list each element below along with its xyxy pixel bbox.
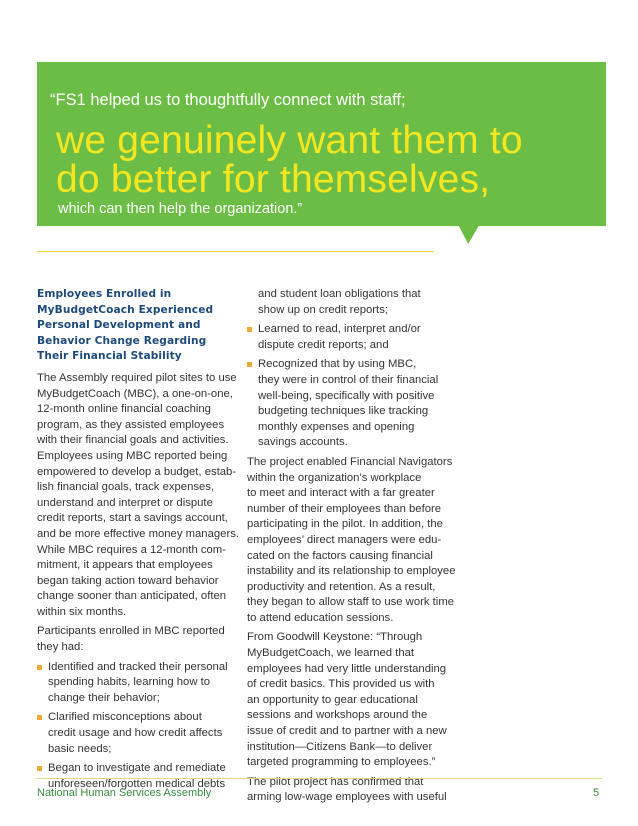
bullet-square-icon: [37, 766, 42, 771]
bullet-square-icon: [37, 665, 42, 670]
bullet-item: Began to investigate and remediate unforeseen/forgotten medical debts: [37, 761, 237, 792]
paragraph-pilot-sites: The Assembly required pilot sites to use MyBudgetCoach (MBC), a one-on-one, 12-month online financial coaching program, as they assisted employees with their financial goals and activities. Employees using MBC reported being empowered to develop a budget, estab- lish financial goals, track expenses, understand and interpret or dispute credit reports, start a savings account, and be more effective money managers. While MBC requires a 12-month com- mitment, it appears that employees began taking action toward behavior change sooner than anticipated, often within six months.: [37, 371, 239, 618]
section-heading: Employees Enrolled in MyBudgetCoach Experienced Personal Development and Behavior Change Regarding Their Financial Stability: [37, 288, 214, 363]
bullet-square-icon: [247, 327, 252, 332]
speech-bubble-tail: [446, 224, 480, 244]
footer-divider: [37, 778, 602, 779]
paragraph-financial-navigators: The project enabled Financial Navigators within the organization’s workplace to meet and interact with a far greater number of their employees than before participating in the pilot. In addition, the employees’ direct managers were edu- cated on the factors causing financial instability and its relationship to employee productivity and retention. As a result, they began to allow staff to use work time to attend education sessions.: [247, 455, 456, 624]
right-column: [247, 287, 456, 810]
section-divider: [37, 251, 434, 252]
bullet-item: Recognized that by using MBC, they were in control of their financial well-being, specifically with positive budgeting techniques like tracking monthly expenses and opening savings accounts.: [247, 357, 447, 451]
bullet-item: Learned to read, interpret and/or dispute credit reports; and: [247, 322, 447, 353]
quote-intro: “FS1 helped us to thoughtfully connect with staff;: [50, 91, 406, 109]
bullet-square-icon: [37, 715, 42, 720]
bullet-item: Identified and tracked their personal spending habits, learning how to change their behavior;: [37, 660, 237, 707]
quote-closing: which can then help the organization.”: [58, 201, 303, 217]
bullet-item: Clarified misconceptions about credit usage and how credit affects basic needs;: [37, 710, 237, 757]
left-column: [37, 287, 237, 796]
paragraph-pilot-confirmed: The pilot project has confirmed that arming low-wage employees with useful: [247, 775, 447, 804]
page-number: 5: [593, 787, 600, 799]
bullet-square-icon: [247, 362, 252, 367]
quote-highlight-line-1: we genuinely want them to: [56, 119, 523, 162]
quote-highlight-line-2: do better for themselves,: [56, 158, 491, 201]
paragraph-participants: Participants enrolled in MBC reported they had:: [37, 625, 225, 654]
bullet-continuation: and student loan obligations that show up on credit reports;: [258, 288, 421, 316]
paragraph-goodwill-quote: From Goodwill Keystone: “Through MyBudgetCoach, we learned that employees had very little understanding of credit basics. This provided us with an opportunity to gear educational sessions and workshops around the issue of credit and to partner with a new institution—Citizens Bank—to deliver targeted programming to employees.”: [247, 631, 447, 769]
footer-organization: National Human Services Assembly: [37, 787, 212, 799]
